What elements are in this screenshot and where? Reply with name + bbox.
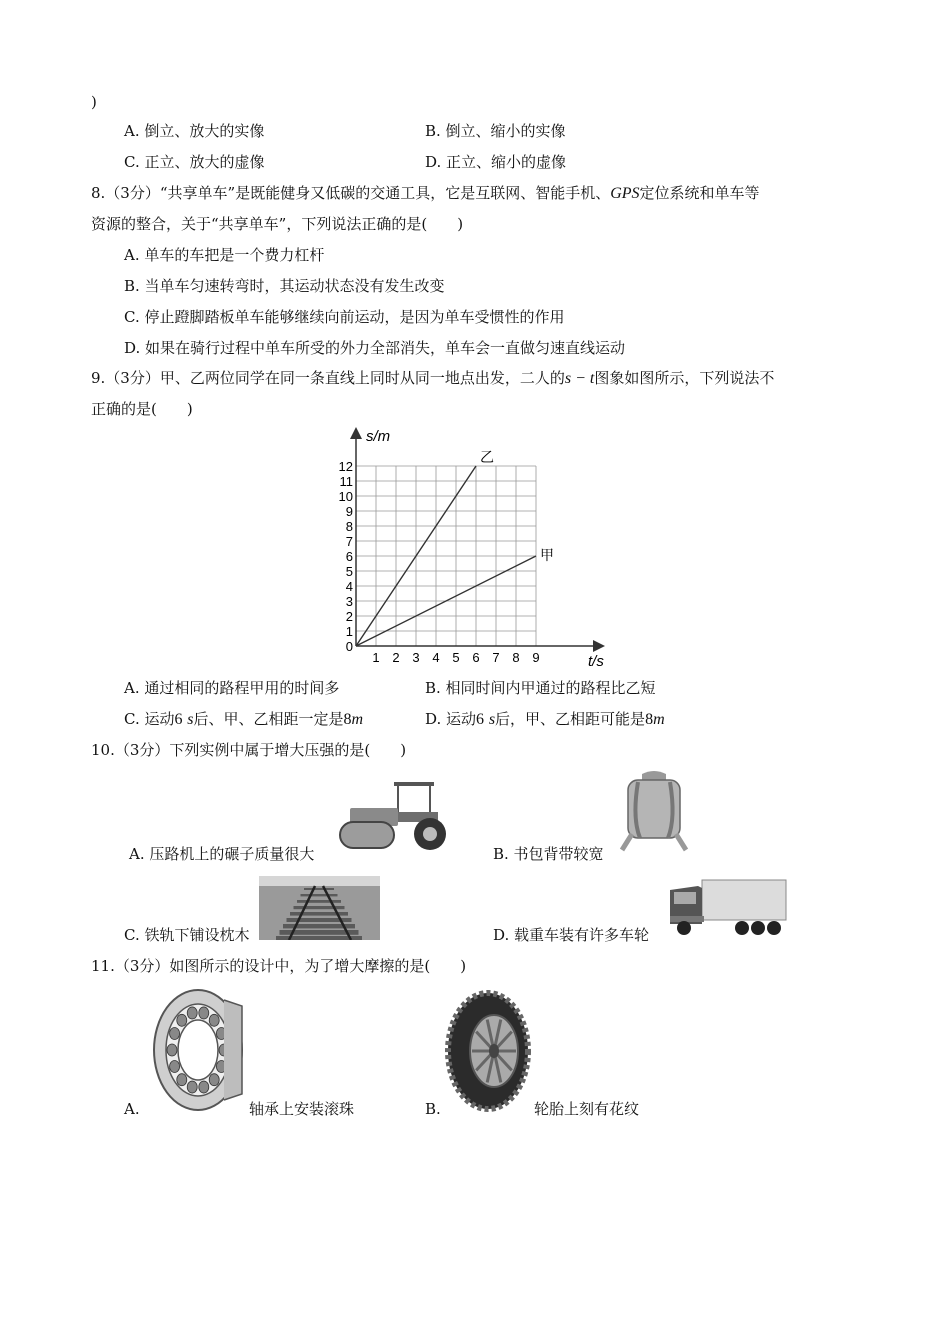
q10-stem: 10.（3分）下列实例中属于增大压强的是( ) xyxy=(91,741,407,759)
q10-option-a: A. 压路机上的碾子质量很大 xyxy=(129,845,315,863)
q10-option-c: C. 铁轨下铺设枕木 xyxy=(124,926,250,944)
x-tick-label: 2 xyxy=(392,650,400,665)
tire-image xyxy=(444,988,532,1114)
q9-option-d-text: D. 运动 xyxy=(425,710,477,728)
bearing-image xyxy=(148,986,246,1114)
y-tick-label: 9 xyxy=(345,504,353,519)
x-tick-label: 6 xyxy=(472,650,480,665)
y-axis-label: s/m xyxy=(366,428,391,445)
truck-image xyxy=(666,876,788,938)
q9-option-c-mid: 后、甲、乙相距一定是 xyxy=(193,710,344,728)
q9-option-a: A. 通过相同的路程甲用的时间多 xyxy=(124,679,340,697)
y-tick-label: 12 xyxy=(338,459,353,474)
q9-option-d-unit2: m xyxy=(653,711,665,728)
q9-stem-text-end: 图象如图所示，下列说法不 xyxy=(594,369,775,387)
series-label-0: 乙 xyxy=(480,449,494,465)
x-axis-label: t/s xyxy=(588,653,604,670)
q8-option-d: D. 如果在骑行过程中单车所受的外力全部消失，单车会一直做匀速直线运动 xyxy=(124,339,626,357)
y-tick-label: 4 xyxy=(345,579,353,594)
q8-stem-line2: 资源的整合，关于“共享单车”，下列说法正确的是( ) xyxy=(91,215,464,233)
q11-stem: 11.（3分）如图所示的设计中，为了增大摩擦的是( ) xyxy=(91,957,467,975)
q9-option-d-val: 8 xyxy=(645,711,654,728)
y-tick-label: 3 xyxy=(345,594,353,609)
q9-option-d xyxy=(425,709,665,730)
chart-series xyxy=(356,449,554,646)
q8-gps: GPS xyxy=(610,185,640,202)
q9-option-c-unit2: m xyxy=(351,711,364,728)
q9-stem-line1 xyxy=(91,368,774,389)
q10-option-b: B. 书包背带较宽 xyxy=(493,845,604,863)
q9-stem-text: 9.（3分）甲、乙两位同学在同一条直线上同时从同一地点出发，二人的 xyxy=(91,369,565,387)
q9-option-b: B. 相同时间内甲通过的路程比乙短 xyxy=(425,679,656,697)
q9-option-c-val: 8 xyxy=(343,711,352,728)
y-tick-label: 10 xyxy=(338,489,353,504)
series-label-1: 甲 xyxy=(540,547,554,563)
x-tick-label: 8 xyxy=(512,650,520,665)
q8-option-a: A. 单车的车把是一个费力杠杆 xyxy=(124,246,325,264)
chart-grid xyxy=(356,466,536,646)
q8-stem-text-end: 定位系统和单车等 xyxy=(639,184,760,202)
q9-option-c-num: 6 xyxy=(174,711,183,728)
chart-ticks xyxy=(339,459,540,665)
q11-option-a-text: 轴承上安装滚珠 xyxy=(249,1100,355,1118)
y-tick-label: 11 xyxy=(339,474,353,489)
q8-option-c: C. 停止蹬脚踏板单车能够继续向前运动，是因为单车受惯性的作用 xyxy=(124,308,565,326)
x-tick-label: 7 xyxy=(492,650,500,665)
prev-question-paren: ) xyxy=(91,93,97,111)
q10-option-d: D. 载重车装有许多车轮 xyxy=(493,926,650,944)
q8-stem-text: 8.（3分）“共享单车”是既能健身又低碳的交通工具，它是互联网、智能手机、 xyxy=(91,184,611,202)
y-tick-label: 7 xyxy=(345,534,353,549)
road-roller-image xyxy=(332,778,454,854)
x-tick-label: 3 xyxy=(412,650,420,665)
y-tick-label: 5 xyxy=(345,564,353,579)
q11-option-b-label: B. xyxy=(425,1100,441,1118)
x-tick-label: 5 xyxy=(452,650,460,665)
q8-option-b: B. 当单车匀速转弯时，其运动状态没有发生改变 xyxy=(124,277,445,295)
q11-option-a-label: A. xyxy=(124,1100,140,1118)
q9-option-c-unit: s xyxy=(187,711,194,728)
prev-option-b: B. 倒立、缩小的实像 xyxy=(425,122,566,140)
y-tick-label: 8 xyxy=(345,519,353,534)
q9-option-c-text: C. 运动 xyxy=(124,710,175,728)
prev-option-a: A. 倒立、放大的实像 xyxy=(124,122,265,140)
st-graph xyxy=(330,422,620,670)
x-tick-label: 1 xyxy=(372,650,380,665)
q9-option-d-num: 6 xyxy=(476,711,485,728)
railway-image xyxy=(259,876,380,940)
x-tick-label: 9 xyxy=(532,650,540,665)
q9-option-d-unit: s xyxy=(488,711,496,728)
q9-st: s − t xyxy=(564,370,595,387)
y-tick-label: 1 xyxy=(345,624,353,639)
prev-option-c: C. 正立、放大的虚像 xyxy=(124,153,265,171)
y-tick-label: 2 xyxy=(345,609,353,624)
y-tick-label: 0 xyxy=(345,639,353,654)
q8-stem-line1 xyxy=(91,183,760,204)
q9-option-c xyxy=(124,709,363,730)
y-tick-label: 6 xyxy=(345,549,353,564)
q9-option-d-mid: 后，甲、乙相距可能是 xyxy=(495,710,646,728)
q9-stem-line2: 正确的是( ) xyxy=(91,400,193,418)
x-tick-label: 4 xyxy=(432,650,440,665)
q11-option-b-text: 轮胎上刻有花纹 xyxy=(534,1100,640,1118)
prev-option-d: D. 正立、缩小的虚像 xyxy=(425,153,567,171)
backpack-image xyxy=(612,768,696,856)
